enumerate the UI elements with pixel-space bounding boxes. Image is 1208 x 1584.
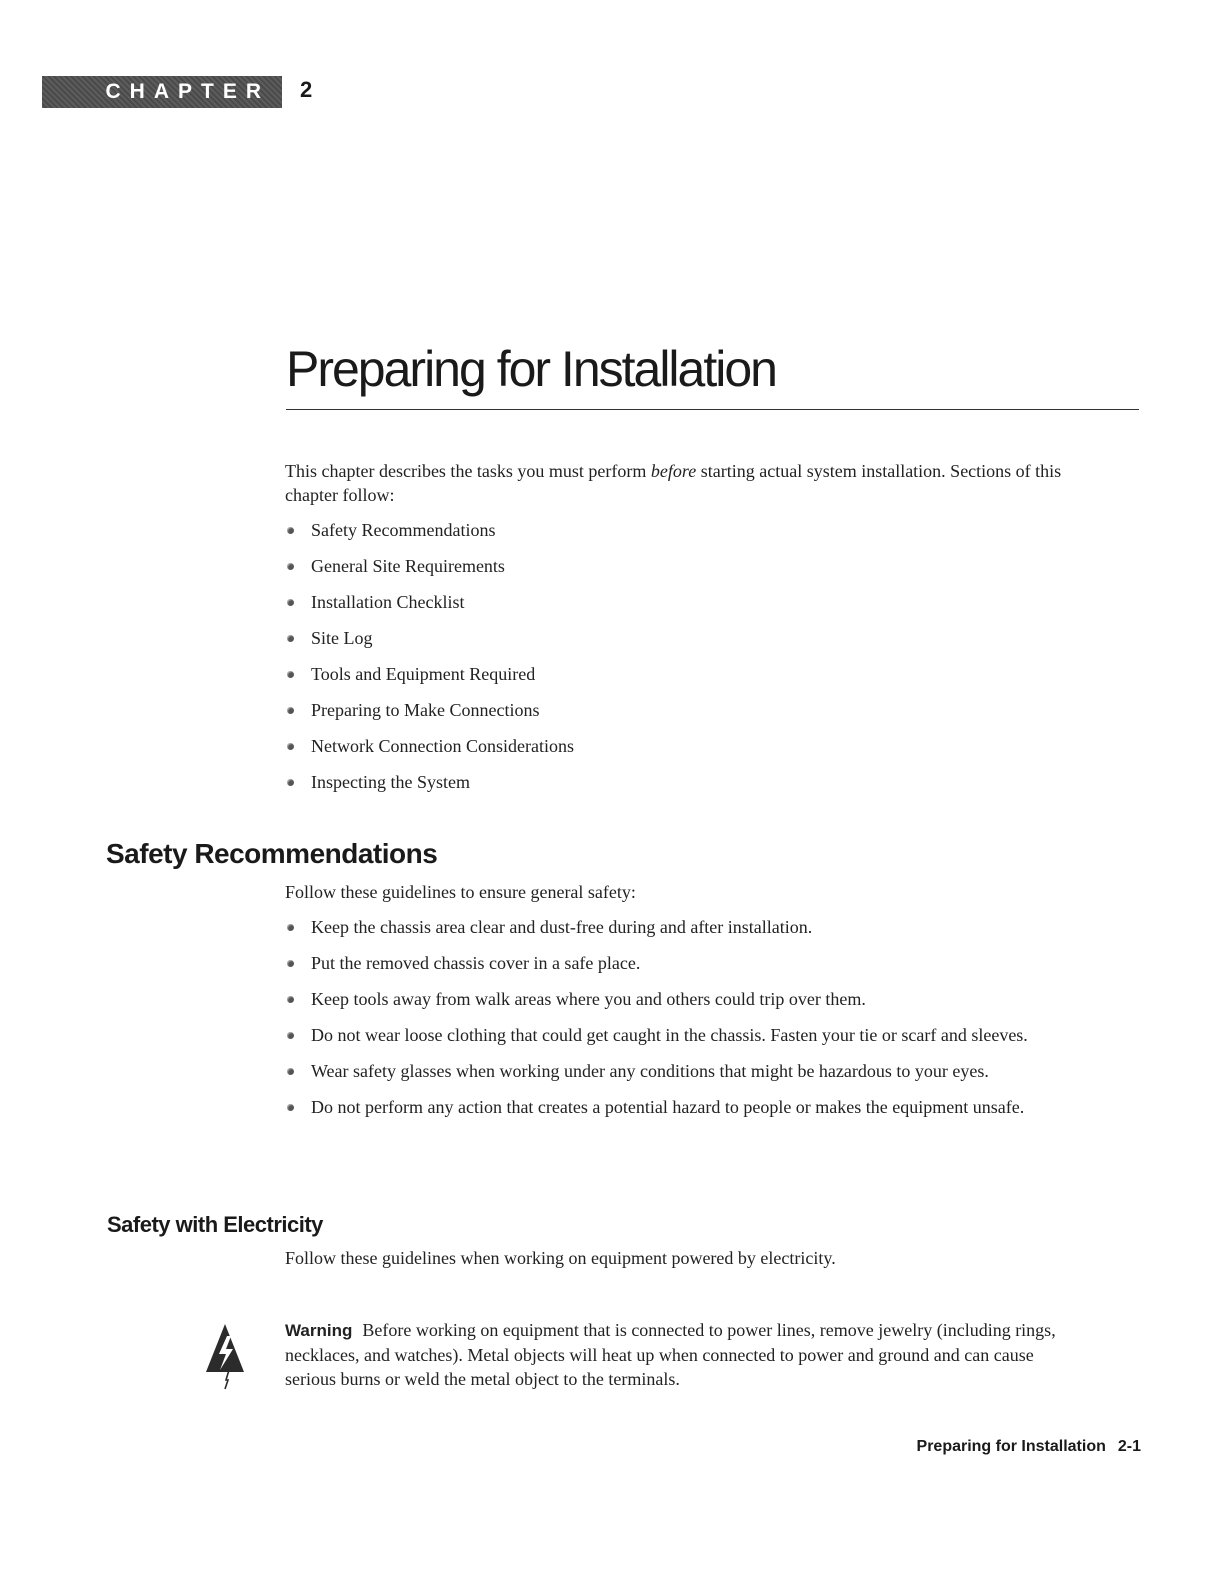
- list-item: [285, 951, 1075, 975]
- intro-paragraph: [285, 459, 1075, 507]
- list-item-text: Installation Checklist: [311, 592, 465, 612]
- list-item-text: Do not perform any action that creates a potential hazard to people or makes the equipment unsafe.: [311, 1097, 1025, 1117]
- warning-lightning-icon: [205, 1322, 245, 1390]
- bullet-icon: [287, 635, 294, 642]
- safety-guidelines-list: [285, 915, 1075, 1131]
- bullet-icon: [287, 779, 294, 786]
- list-item-text: Keep the chassis area clear and dust-free during and after installation.: [311, 917, 813, 937]
- list-item-text: Tools and Equipment Required: [311, 664, 536, 684]
- list-item: [285, 698, 1075, 722]
- chapter-number: 2: [300, 77, 313, 102]
- list-item: [285, 662, 1075, 686]
- list-item-text: Put the removed chassis cover in a safe place.: [311, 953, 641, 973]
- bullet-icon: [287, 960, 294, 967]
- warning-block: [285, 1318, 1085, 1391]
- bullet-icon: [287, 1104, 294, 1111]
- intro-text-end: starting actual system installation. Sections of this chapter follow:: [285, 461, 1062, 505]
- bullet-icon: [287, 707, 294, 714]
- bullet-icon: [287, 924, 294, 931]
- bullet-icon: [287, 743, 294, 750]
- list-item: [285, 770, 1075, 794]
- bullet-icon: [287, 671, 294, 678]
- list-item: [285, 518, 1075, 542]
- list-item: [285, 554, 1075, 578]
- chapter-banner: [42, 76, 282, 108]
- electricity-heading: Safety with Electricity: [107, 1212, 323, 1237]
- list-item-text: Keep tools away from walk areas where you and others could trip over them.: [311, 989, 866, 1009]
- list-item: [285, 590, 1075, 614]
- chapter-contents-list: [285, 518, 1075, 806]
- list-item: [285, 734, 1075, 758]
- list-item-text: Do not wear loose clothing that could get caught in the chassis. Fasten your tie or scarf and sleeves.: [311, 1025, 1028, 1045]
- safety-intro: Follow these guidelines to ensure general safety:: [285, 882, 636, 902]
- title-divider: [286, 409, 1139, 410]
- footer-title: Preparing for Installation: [916, 1438, 1106, 1455]
- intro-text-start: This chapter describes the tasks you must perform: [285, 461, 651, 481]
- safety-heading: Safety Recommendations: [106, 838, 438, 869]
- list-item-text: Site Log: [311, 628, 373, 648]
- bullet-icon: [287, 527, 294, 534]
- bullet-icon: [287, 1068, 294, 1075]
- bullet-icon: [287, 599, 294, 606]
- list-item-text: Preparing to Make Connections: [311, 700, 540, 720]
- list-item-text: General Site Requirements: [311, 556, 505, 576]
- list-item: [285, 987, 1075, 1011]
- list-item-text: Safety Recommendations: [311, 520, 496, 540]
- page-title: Preparing for Installation: [286, 341, 776, 397]
- warning-text: Before working on equipment that is connected to power lines, remove jewelry (including rings, necklaces, and watches). Metal objects will heat up when connected to power and ground and can cause serious burns or weld the metal object to the terminals.: [285, 1320, 1056, 1389]
- bullet-icon: [287, 1032, 294, 1039]
- intro-emphasis: before: [650, 461, 697, 481]
- bullet-icon: [287, 563, 294, 570]
- list-item-text: Wear safety glasses when working under any conditions that might be hazardous to your eyes.: [311, 1061, 989, 1081]
- chapter-label: CHAPTER: [105, 80, 270, 103]
- list-item-text: Inspecting the System: [311, 772, 470, 792]
- list-item: [285, 1023, 1075, 1047]
- list-item: [285, 1059, 1075, 1083]
- electricity-intro: Follow these guidelines when working on equipment powered by electricity.: [285, 1248, 836, 1268]
- bullet-icon: [287, 996, 294, 1003]
- list-item-text: Network Connection Considerations: [311, 736, 574, 756]
- page-footer: [917, 1438, 1141, 1456]
- list-item: [285, 915, 1075, 939]
- warning-label: Warning: [285, 1321, 353, 1340]
- list-item: [285, 626, 1075, 650]
- list-item: [285, 1095, 1075, 1119]
- page-number: 2-1: [1117, 1438, 1141, 1455]
